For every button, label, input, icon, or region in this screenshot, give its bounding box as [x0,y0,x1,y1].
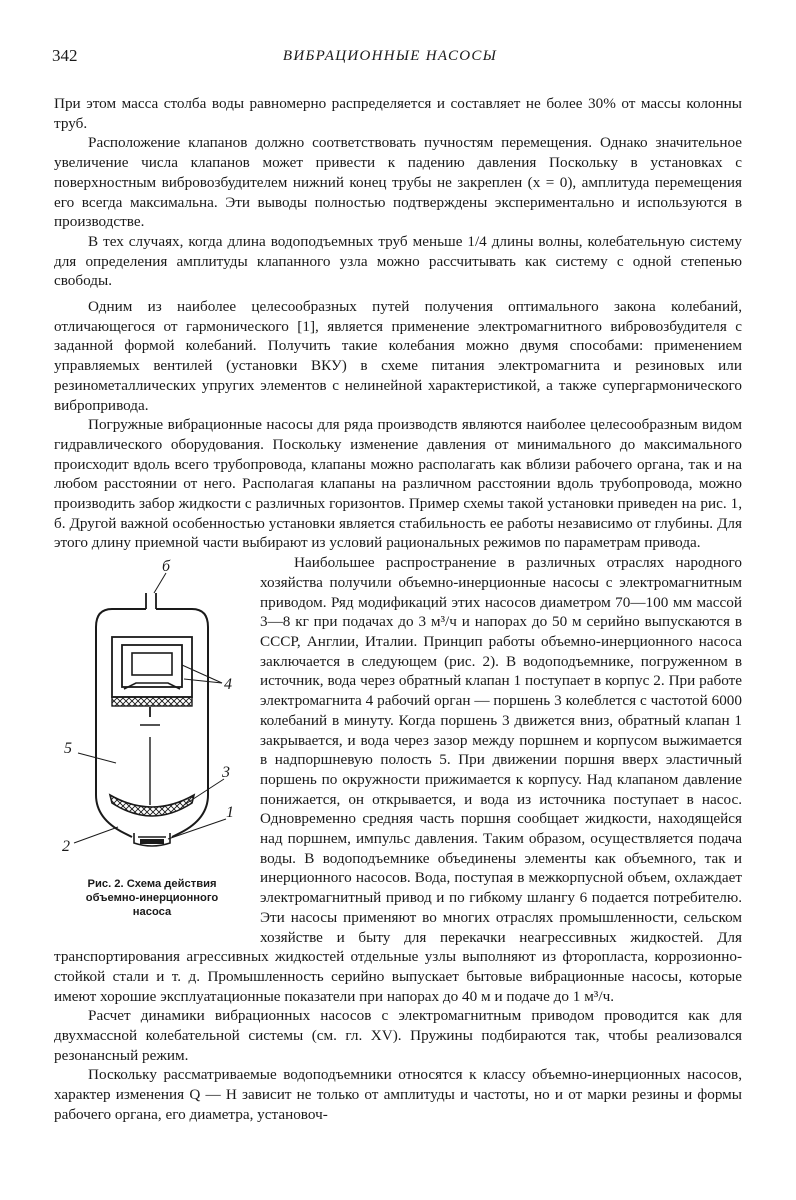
pump-diagram [54,557,250,873]
piston-leader [184,779,224,805]
paragraph: Расчет динамики вибрационных насосов с электромагнитным приводом проводится как для двухмассной колебательной системы (см. гл. XV). Пружины подбираются так, чтобы реализовался резонансный режим. [54,1007,742,1064]
valve-seat [140,839,164,844]
paragraph: Расположение клапанов должно соответствовать пучностям перемещения. Однако значительное увеличение числа клапанов может привести к падению давления Поскольку в установках с поверхностным вибровозбудителем нижний конец трубы не закреплен (x = 0), амплитуда перемещения его всегда максимальна. Эти выводы полностью подтверждены экспериментально и используются в производстве. [54,134,742,231]
paragraph: Одним из наиболее целесообразных путей получения оптимального закона колебаний, отличающегося от гармонического [1], является применение электромагнитного вибровозбудителя с заданной формой колебаний. Получить такие колебания можно двумя способами: применением управляемых вентилей (установки ВКУ) в схеме питания электромагнита и резиновых или резинометаллических упругих элементов с нелинейной характеристикой, а также супергармонического вибропривода. [54,298,742,414]
hose [146,593,156,609]
label-housing: 2 [62,838,70,856]
paragraph: При этом масса столба воды равномерно распределяется и составляет не более 30% от массы колонны труб. [54,95,742,132]
caption-line: насоса [132,906,172,919]
caption-line: объемно-инерционного [85,892,219,905]
electromagnet-coil [132,653,172,675]
figure-caption [54,877,250,919]
paragraph: Погружные вибрационные насосы для ряда производств являются наиболее целесообразным видом гидравлического оборудования. Поскольку изменение давления от минимального до максимального происходит вдоль всего трубопровода, клапаны можно располагать как вблизи рабочего органа, так и на любом расстоянии от него. Располагая клапаны на различном расстоянии вдоль трубопровода, можно производить забор жидкости с различных горизонтов. Пример схемы такой установки приведен на рис. 1, б. Другой важной особенностью установки является стабильность ее работы независимо от глубины. Для этого длину приемной части выбирают из условий рациональных режимов по параметрам привода. [54,416,742,552]
magnet-enclosure [112,637,192,697]
magnet-leader [182,665,222,683]
housing-leader [74,827,118,843]
label-cavity: 5 [64,740,72,758]
body-text [54,94,742,1125]
paragraph: Наибольшее распространение в различных отраслях народного хозяйства получили объемно-инерционные насосы с электромагнитным приводом. Ряд модификаций этих насосов диаметром 70—100 мм массой 3—8 кг при подачах до 3 м³/ч и напорах до 50 м серийно выпускаются в СССР, Англии, Италии. Принцип работы объемно-инерционного насоса заключается в следующем (рис. 2). В водоподъемнике, погруженном в источник, вода через обратный клапан 1 поступает в корпус 2. При работе электромагнита 4 рабочий орган — поршень 3 колеблется с частотой 6000 колебаний в минуту. Когда поршень 3 движется вниз, обратный клапан 1 закрывается, и вода через зазор между поршнем и корпусом выжимается в надпоршневую полость 5. При движении поршня вверх эластичный поршень по окружности прижимается к корпусу. Над клапаном давление понижается, он открывается, и вода из источника поступает в насос. Одновременно средняя часть поршня сообщает жидкости, находящейся над поршнем, импульс давления. Таким образом, осуществляется подача воды. В водоподъемнике объединены элементы как объемного, так и инерционного насосов. Вода, поступая в межкорпусной объем, охлаждает электромагнитный привод и по гибкому шлангу 6 подается потребителю. Эти насосы применяют во многих отраслях промышленности, сельском хозяйстве и быту для перекачки неагрессивных жидкостей. Для транспортирования агрессивных жидкостей отдельные узлы выполняют из фторопласта, коррозионно-стойкой стали и т. д. Промышленность серийно выпускает бытовые вибрационные насосы, которые имеют хорошие эксплуатационные показатели при напорах до 40 м и подаче до 1 м³/ч. [54,554,742,1005]
hose-leader [154,573,166,593]
pump-figure [54,557,250,939]
electromagnet-core [122,645,182,687]
label-hose: б [162,558,171,576]
paragraph: Поскольку рассматриваемые водоподъемники относятся к классу объемно-инерционных насосов, характер изменения Q — H зависит не только от амплитуды и частоты, но и от марки резины и формы рабочего органа, его диаметра, установоч- [54,1066,742,1123]
page-number: 342 [52,46,78,65]
elastic-piston [110,795,194,816]
caption-line: Рис. 2. Схема действия [87,878,217,891]
running-title: ВИБРАЦИОННЫЕ НАСОСЫ [282,48,498,64]
armature [124,683,180,689]
rubber-spring [112,697,192,706]
label-magnet: 4 [224,676,232,694]
label-valve: 1 [226,804,234,822]
paragraph: В тех случаях, когда длина водоподъемных труб меньше 1/4 длины волны, колебательную систему для определения амплитуды клапанного узла можно рассчитывать как систему с одной степенью свободы. [54,232,742,290]
label-piston: 3 [222,764,230,782]
magnet-leader-2 [184,679,222,683]
